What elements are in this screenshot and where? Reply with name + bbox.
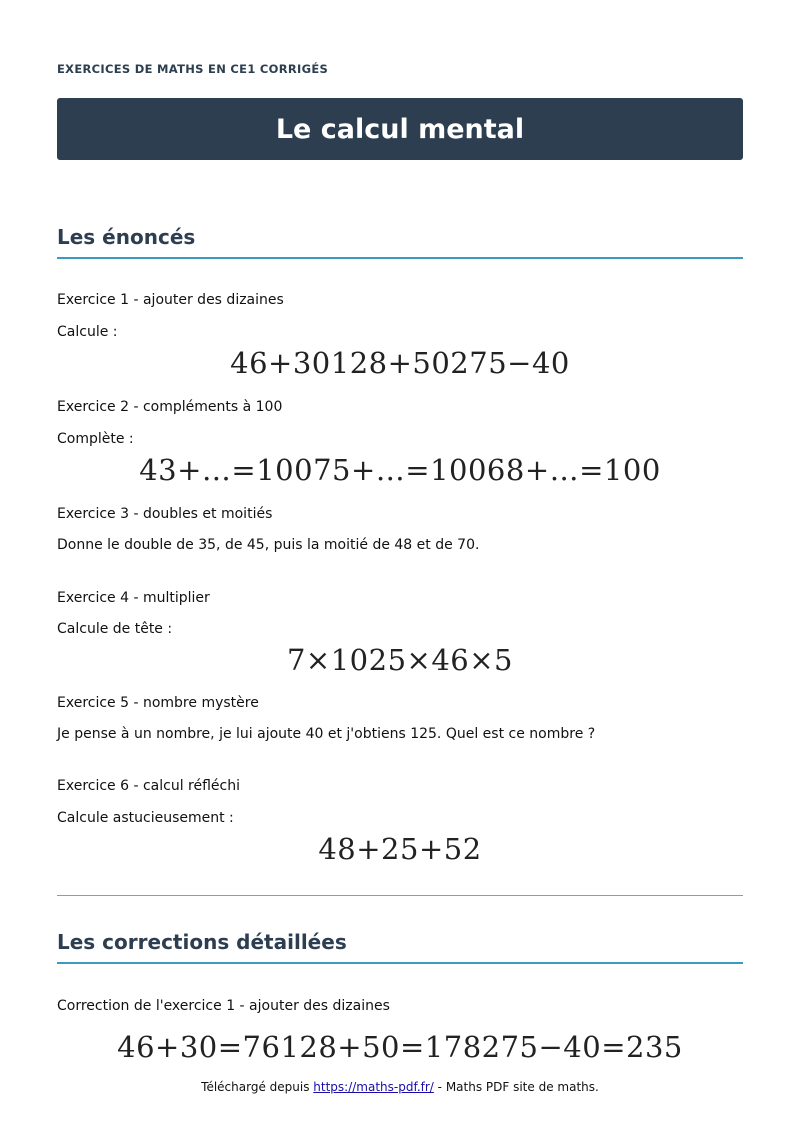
exercise-5-prompt: Je pense à un nombre, je lui ajoute 40 et j'obtiens 125. Quel est ce nombre ? bbox=[57, 726, 596, 742]
correction-1-math: 46+30=76128+50=178275−40=235 bbox=[117, 1030, 683, 1064]
exercise-5-title: Exercice 5 - nombre mystère bbox=[57, 695, 259, 711]
exercise-4-prompt: Calcule de tête : bbox=[57, 621, 173, 637]
correction-1-title: Correction de l'exercice 1 - ajouter des dizaines bbox=[57, 998, 390, 1014]
page-footer bbox=[0, 1080, 800, 1094]
corrections-heading: Les corrections détaillées bbox=[57, 930, 743, 964]
page-kicker: EXERCICES DE MATHS EN CE1 CORRIGÉS bbox=[57, 62, 329, 76]
page-title: Le calcul mental bbox=[275, 113, 525, 145]
footer-suffix: - Maths PDF site de maths. bbox=[437, 1080, 599, 1094]
exercise-3-prompt: Donne le double de 35, de 45, puis la moitié de 48 et de 70. bbox=[57, 537, 480, 553]
footer-prefix: Téléchargé depuis bbox=[201, 1080, 310, 1094]
exercise-6-prompt: Calcule astucieusement : bbox=[57, 810, 234, 826]
exercise-2-prompt: Complète : bbox=[57, 431, 134, 447]
exercise-2-math: 43+…=10075+…=10068+…=100 bbox=[139, 453, 661, 487]
footer-link[interactable]: https://maths-pdf.fr/ bbox=[313, 1080, 434, 1094]
exercise-1-title: Exercice 1 - ajouter des dizaines bbox=[57, 292, 284, 308]
exercise-3-title: Exercice 3 - doubles et moitiés bbox=[57, 506, 273, 522]
section-divider bbox=[57, 895, 743, 896]
statements-heading: Les énoncés bbox=[57, 225, 743, 259]
title-banner bbox=[57, 98, 743, 160]
exercise-2-title: Exercice 2 - compléments à 100 bbox=[57, 399, 283, 415]
exercise-4-math: 7×1025×46×5 bbox=[286, 643, 513, 677]
exercise-1-prompt: Calcule : bbox=[57, 324, 118, 340]
exercise-4-title: Exercice 4 - multiplier bbox=[57, 590, 210, 606]
exercise-1-math: 46+30128+50275−40 bbox=[230, 346, 570, 380]
exercise-6-math: 48+25+52 bbox=[318, 832, 482, 866]
exercise-6-title: Exercice 6 - calcul réfléchi bbox=[57, 778, 240, 794]
